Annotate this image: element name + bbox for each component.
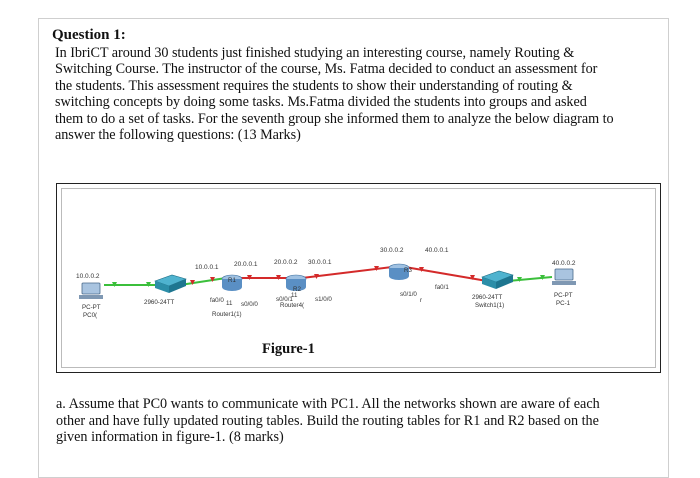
switch1-name: Switch1(1) (475, 302, 505, 309)
question-title: Question 1: (52, 27, 126, 43)
r3-iface-s: s0/1/0 (400, 291, 417, 298)
r3-right-ip: 40.0.0.1 (425, 247, 449, 254)
r3-left-ip: 30.0.0.2 (380, 247, 404, 254)
r1-left-ip: 10.0.0.1 (195, 264, 219, 271)
pc0-name: PC0( (83, 312, 98, 319)
question-body (55, 45, 662, 143)
network-diagram (62, 189, 657, 369)
router1-name: Router1(1) (212, 311, 242, 318)
r3-iface-fa: fa0/1 (435, 284, 449, 291)
part-a-line: given information in figure-1. (8 marks) (56, 429, 284, 446)
pc0-ip: 10.0.0.2 (76, 273, 100, 280)
r2-right-ip: 30.0.0.1 (308, 259, 332, 266)
link-r3-switch1 (405, 267, 487, 281)
question-line: Switching Course. The instructor of the course, Ms. Fatma decided to conduct an assessment for (55, 61, 598, 78)
r2-label: R2 (293, 286, 301, 293)
question-line: the students. This assessment requires the students to show their understanding of routing & (55, 77, 573, 94)
r2-iface-num: 11 (291, 292, 298, 299)
pc1-name: PC-1 (556, 300, 571, 307)
part-a-question (56, 396, 666, 446)
r3-iface-r: r (420, 297, 423, 304)
question-line: them to do a set of tasks. For the seventh group she informed them to analyze the below diagram to (55, 110, 614, 127)
question-line: In IbriCT around 30 students just finished studying an interesting course, namely Routing & (55, 45, 575, 61)
switch0-model: 2960-24TT (144, 299, 175, 306)
r1-label: R1 (228, 277, 236, 284)
pc0-icon (79, 283, 103, 299)
question-line: answer the following questions: (13 Marks) (55, 127, 301, 144)
r1-right-ip: 20.0.0.1 (234, 261, 258, 268)
r1-iface-fa: fa0/0 (210, 297, 224, 304)
pc1-ip: 40.0.0.2 (552, 260, 576, 267)
question-block (52, 26, 662, 143)
pc1-type: PC-PT (554, 292, 573, 299)
r2-router-name: Router4( (280, 302, 305, 309)
switch0-icon (155, 275, 186, 293)
pc1-icon (552, 269, 576, 285)
r2-iface-s-right: s1/0/0 (315, 296, 332, 303)
link-switch0-r1 (180, 278, 226, 285)
figure-caption: Figure-1 (262, 341, 315, 357)
r2-iface-s-left: s0/0/1 (276, 296, 293, 303)
r1-iface-num: 11 (226, 300, 233, 307)
question-line: switching concepts by doing some tasks. Ms.Fatma divided the students into groups and asked (55, 94, 587, 111)
network-figure-inner (61, 188, 656, 368)
switch1-icon (482, 271, 513, 289)
part-a-line: a. Assume that PC0 wants to communicate with PC1. All the networks shown are aware of each (56, 396, 600, 412)
network-figure (56, 183, 661, 373)
link-switch1-pc1 (508, 277, 552, 281)
switch1-model: 2960-24TT (472, 294, 503, 301)
part-a-line: other and have fully updated routing tables. Build the routing tables for R1 and R2 based on the (56, 412, 599, 429)
r2-left-ip: 20.0.0.2 (274, 259, 298, 266)
r3-label: R3 (404, 267, 412, 274)
pc0-type: PC-PT (82, 304, 101, 311)
r1-iface-s: s0/0/0 (241, 301, 258, 308)
